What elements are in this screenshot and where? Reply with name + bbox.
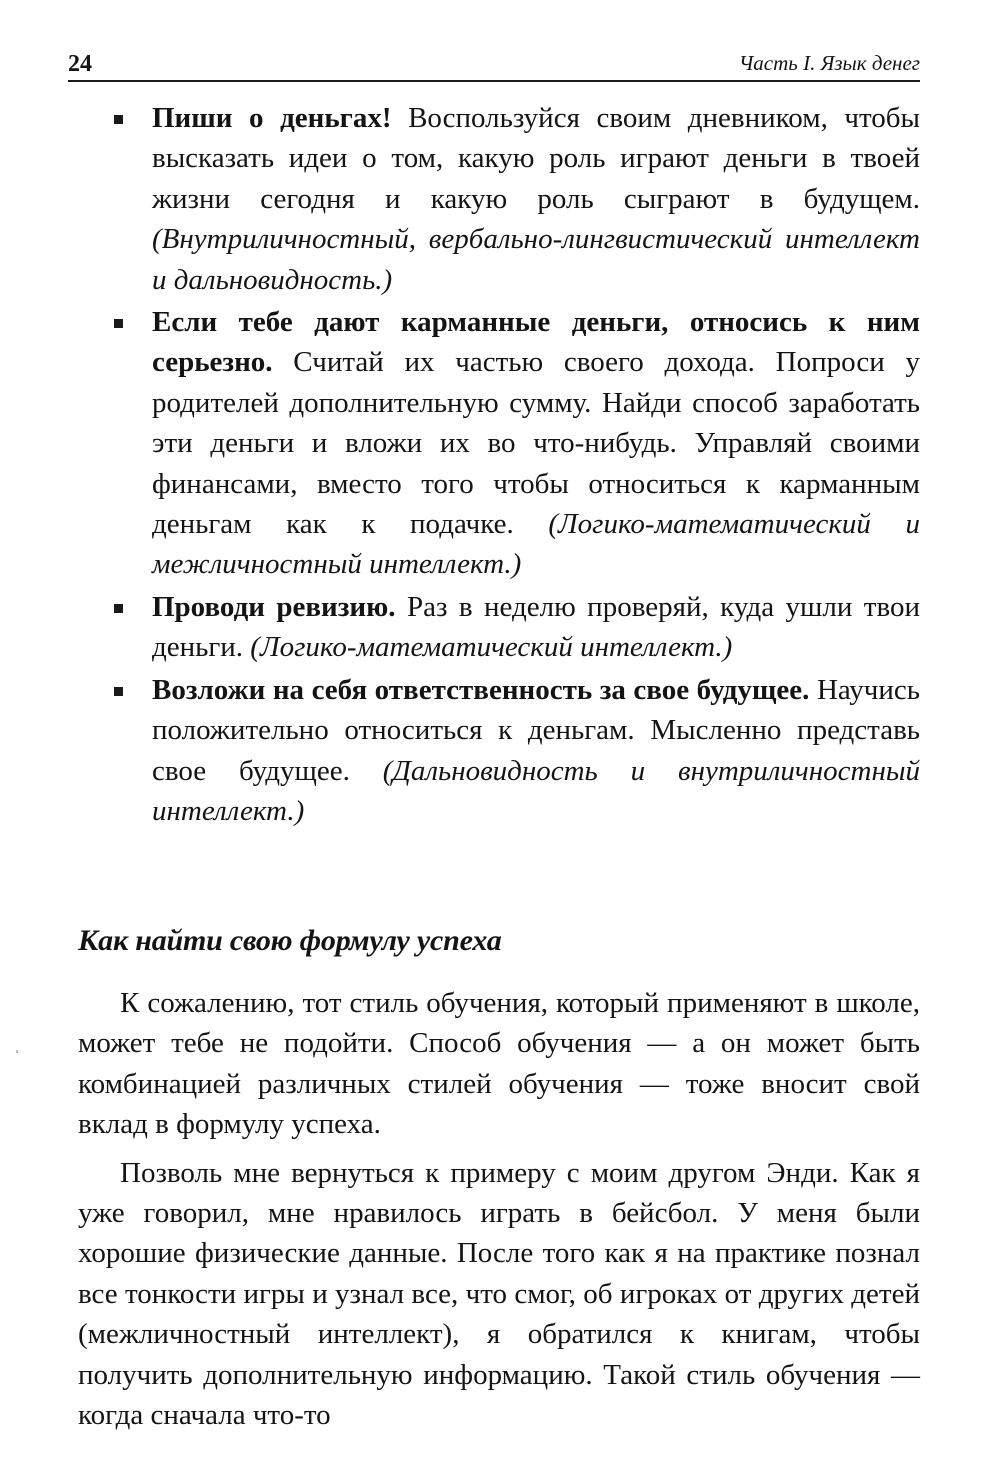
section-body — [78, 983, 920, 1443]
section-heading: Как найти свою формулу успеха — [78, 924, 502, 957]
tip-text: Считай их частью своего дохода. Попроси у родителей дополнительную сумму. Найди способ заработать эти деньги и вложи их во что-нибудь. Управляй своими финансами, вместо того чтобы относиться к карманным деньгам как к подачке. — [152, 346, 920, 541]
square-bullet-icon — [114, 604, 123, 613]
square-bullet-icon — [114, 319, 123, 328]
tip-text: Раз в неделю проверяй, куда ушли твои деньги. — [152, 590, 920, 664]
page-number: 24 — [68, 51, 92, 77]
tip-note: (Дальновидность и внутриличностный интеллект.) — [152, 754, 920, 827]
tip-title: Пиши о деньгах! — [152, 102, 392, 134]
list-item — [0, 98, 1000, 300]
square-bullet-icon — [114, 115, 123, 124]
list-item — [0, 587, 1000, 668]
tip-title: Возложи на себя ответственность за свое будущее. — [152, 673, 810, 706]
tip-note: (Логико-математический и межличностный интеллект.) — [152, 508, 920, 581]
scan-speck — [16, 1050, 18, 1053]
tips-list — [0, 98, 1000, 833]
running-header — [68, 46, 920, 82]
body-paragraph: К сожалению, тот стиль обучения, который применяют в школе, может тебе не подойти. Способ обучения — а он может быть комбинацией различных стилей обучения — тоже вносит свой вклад в формулу успеха. — [78, 987, 920, 1141]
tip-text: Воспользуйся своим дневником, чтобы высказать идеи о том, какую роль играют деньги в твоей жизни сегодня и какую роль сыграют в будущем. — [152, 102, 920, 215]
running-section-title: Часть I. Язык денег — [738, 51, 920, 75]
tip-title: Проводи ревизию. — [152, 590, 396, 623]
tip-note: (Внутриличностный, вербально-лингвистический интеллект и дальновидность.) — [152, 223, 920, 296]
body-paragraph: Позволь мне вернуться к примеру с моим другом Энди. Как я уже говорил, мне нравилось играть в бейсбол. У меня были хорошие физические данные. После того как я на практике познал все тонкости игры и узнал все, что смог, об игроках от других детей (межличностный интеллект), я обратился к книгам, чтобы получить дополнительную информацию. Такой стиль обучения — когда сначала что-то — [78, 1156, 920, 1432]
tip-note: (Логико-математический интеллект.) — [250, 631, 733, 664]
list-item — [0, 670, 1000, 832]
square-bullet-icon — [114, 687, 123, 696]
tip-text: Научись положительно относиться к деньгам. Мысленно представь свое будущее. — [152, 673, 920, 787]
list-item — [0, 302, 1000, 585]
tip-title: Если тебе дают карманные деньги, относись к ним серьезно. — [152, 306, 920, 379]
